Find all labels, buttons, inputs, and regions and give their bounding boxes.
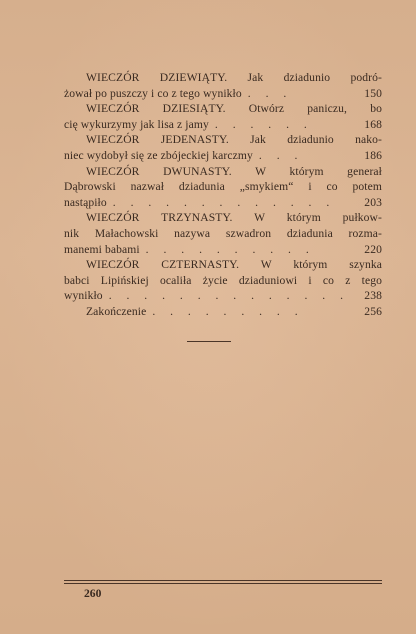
toc-entry xyxy=(64,101,382,132)
section-divider xyxy=(187,341,231,342)
toc-page-number: 256 xyxy=(364,304,382,318)
toc-entry-title-cont: nastąpiło xyxy=(64,195,107,209)
toc-entry-title: WIECZÓR DZIEWIĄTY. Jak dziadunio podró- xyxy=(86,71,382,84)
toc-entry-title: WIECZÓR TRZYNASTY. W którym pułkow- xyxy=(86,211,382,225)
toc-page-number: 203 xyxy=(364,195,382,209)
toc-entry-title: WIECZÓR JEDENASTY. Jak dziadunio nako- xyxy=(86,133,382,147)
toc-leader-dots: . . . . . . . . . . . . . . xyxy=(108,289,349,303)
toc-entry xyxy=(64,304,382,320)
toc-page-number: 168 xyxy=(364,117,382,131)
toc-entry xyxy=(64,210,382,257)
toc-page-number: 238 xyxy=(364,289,382,303)
table-of-contents xyxy=(64,70,382,320)
toc-entry-title: Zakończenie xyxy=(86,304,147,318)
toc-page-number: 150 xyxy=(364,86,382,100)
toc-entry-title: WIECZÓR CZTERNASTY. W którym szynka xyxy=(86,258,382,272)
toc-entry-title-cont: żował po puszczy i co z tego wynikło xyxy=(64,86,242,100)
toc-entry-title-cont: cię wykurzymy jak lisa z jamy xyxy=(64,117,209,131)
toc-leader-dots: . . . xyxy=(247,86,293,100)
toc-entry-title-cont: babci Lipińskiej ocaliła życie dziaduniowi i co z tego xyxy=(64,273,382,287)
toc-entry xyxy=(64,132,382,163)
toc-leader-dots: . . . . . . xyxy=(214,117,313,131)
footer-rule xyxy=(64,580,382,581)
footer-rule xyxy=(64,583,382,584)
toc-page-number: 186 xyxy=(364,148,382,162)
toc-entry-title-cont: wynikło xyxy=(64,289,103,303)
toc-entry-title-cont: Dąbrowski nazwał dziadunia „smykiem“ i co potem xyxy=(64,180,382,194)
toc-page-number: 220 xyxy=(364,242,382,256)
toc-entry-title-cont: niec wydobył się ze zbójeckiej karczmy xyxy=(64,148,253,162)
toc-leader-dots: . . . . . . . . . . xyxy=(145,242,315,256)
toc-entry xyxy=(64,257,382,304)
toc-entry xyxy=(64,164,382,211)
toc-entry xyxy=(64,70,382,101)
toc-leader-dots: . . . . . . . . . . . . . xyxy=(112,195,336,209)
toc-entry-title: WIECZÓR DWUNASTY. W którym generał xyxy=(86,164,382,178)
toc-entry-title: WIECZÓR DZIESIĄTY. Otwórz paniczu, bo xyxy=(86,102,382,116)
toc-leader-dots: . . . xyxy=(258,148,304,162)
toc-entry-title-cont: manemi babami xyxy=(64,242,140,256)
toc-entry-title-cont: nik Małachowski nazywa szwadron dziadunia rozma- xyxy=(64,226,382,240)
page-number: 260 xyxy=(84,587,102,600)
toc-leader-dots: . . . . . . . . . xyxy=(152,304,304,318)
